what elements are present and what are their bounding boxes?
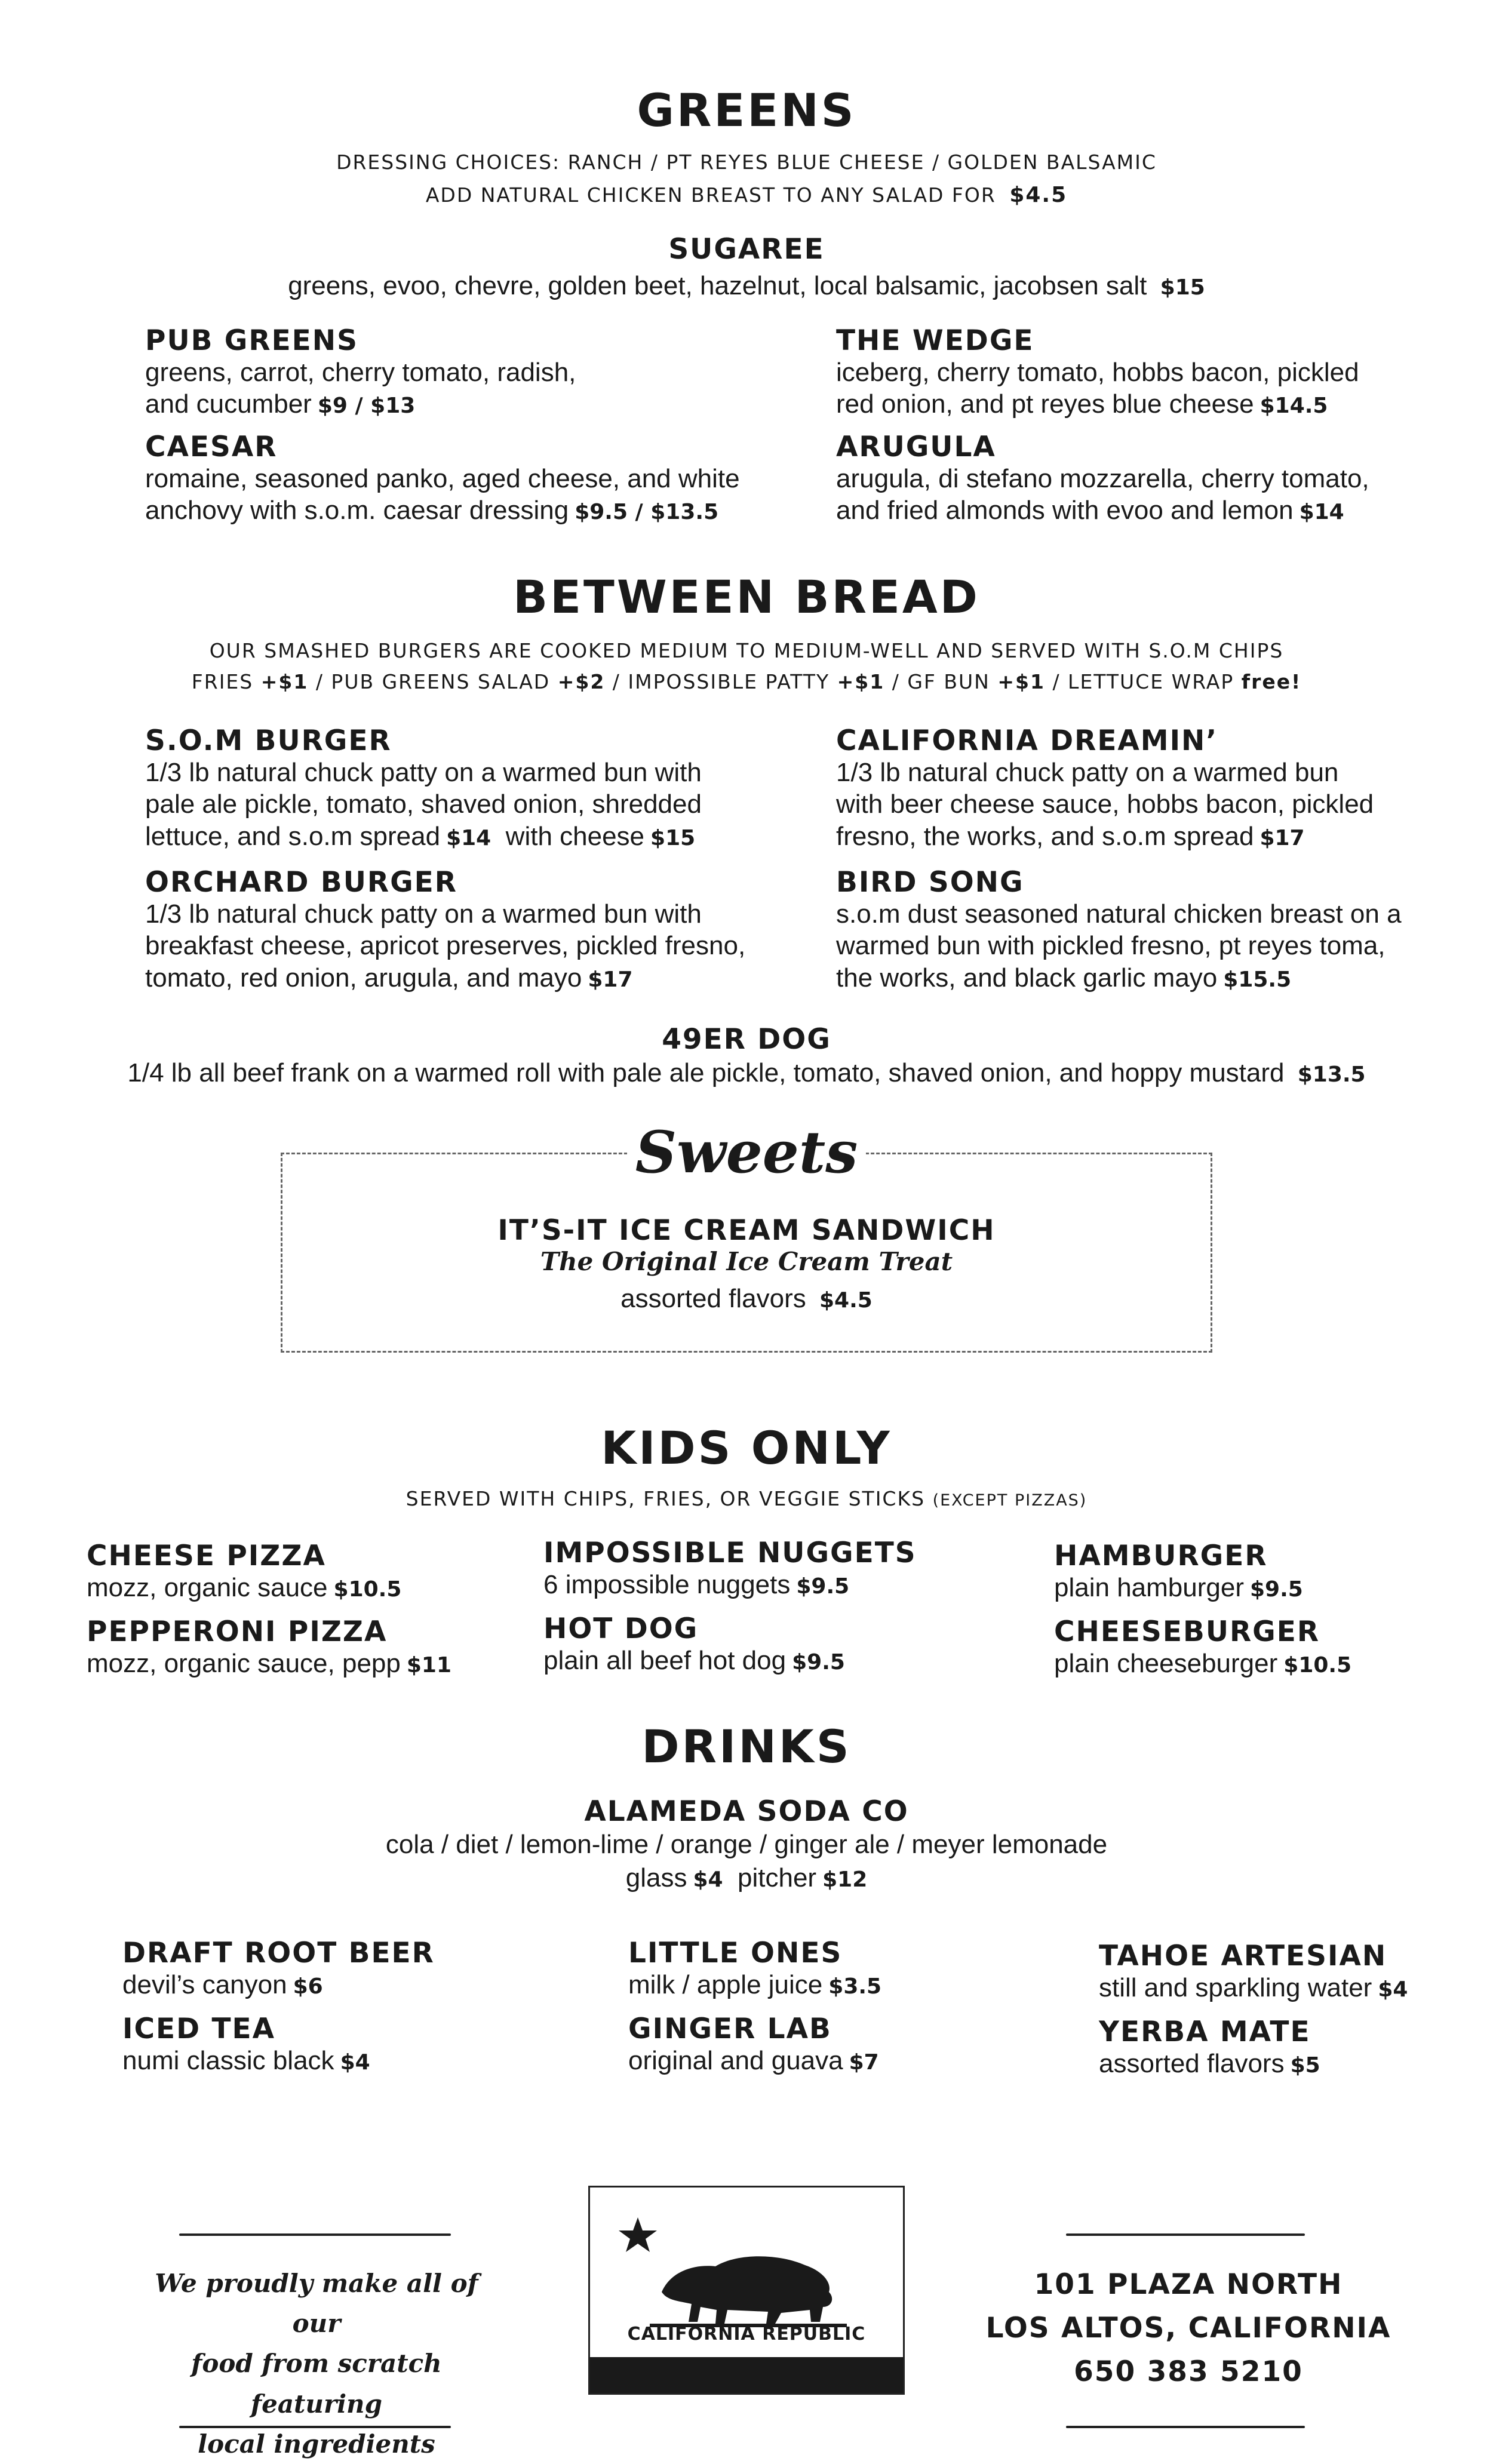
- yerba-mate-desc: [1099, 2048, 1481, 2080]
- bread-note-fries-price: +$1: [260, 670, 309, 693]
- ginger-lab-desc-text: original and guava: [628, 2045, 843, 2075]
- sweets-title: Sweets: [635, 1119, 858, 1186]
- root-beer-price: $6: [293, 1974, 323, 1999]
- wedge-desc-2-text: red onion, and pt reyes blue cheese: [836, 389, 1254, 419]
- bird-song-desc-3: [836, 962, 1481, 994]
- cheeseburger-name: CHEESEBURGER: [1054, 1615, 1320, 1648]
- bread-note-wrap-price: free!: [1241, 670, 1302, 693]
- cheeseburger-item: [1054, 1617, 1472, 1679]
- som-burger-item: [145, 726, 790, 853]
- hamburger-name: HAMBURGER: [1054, 1540, 1268, 1572]
- tahoe-desc-text: still and sparkling water: [1099, 1973, 1372, 2002]
- tahoe-price: $4: [1378, 1977, 1408, 2002]
- arugula-name: ARUGULA: [836, 431, 996, 463]
- arugula-desc-1: arugula, di stefano mozzarella, cherry tomato,: [836, 463, 1369, 493]
- address-line-2: LOS ALTOS, CALIFORNIA: [985, 2311, 1391, 2345]
- som-burger-extra: with cheese: [505, 822, 645, 852]
- pub-greens-item: [145, 325, 742, 420]
- cheeseburger-desc: [1054, 1648, 1472, 1680]
- caesar-desc-2-text: anchovy with s.o.m. caesar dressing: [145, 496, 569, 526]
- bread-note-gf-price: +$1: [997, 670, 1045, 693]
- yerba-mate-desc-text: assorted flavors: [1099, 2048, 1285, 2078]
- footer-slogan: [137, 2263, 496, 2464]
- yerba-mate-item: [1099, 2017, 1481, 2079]
- sweets-title-wrap: [627, 1117, 866, 1188]
- orchard-burger-desc-1: 1/3 lb natural chuck patty on a warmed bun with: [145, 899, 702, 929]
- pub-greens-desc-1: greens, carrot, cherry tomato, radish,: [145, 357, 576, 387]
- iced-tea-desc-text: numi classic black: [122, 2045, 334, 2075]
- footer-address: [985, 2263, 1391, 2394]
- bird-song-desc-2: warmed bun with pickled fresno, pt reyes toma,: [836, 931, 1386, 961]
- sugaree-desc: [0, 270, 1493, 302]
- iced-tea-name: ICED TEA: [122, 2013, 276, 2045]
- little-ones-price: $3.5: [828, 1974, 882, 1999]
- root-beer-desc: [122, 1969, 600, 2001]
- arugula-item: [836, 432, 1463, 527]
- little-ones-desc-text: milk / apple juice: [628, 1970, 823, 1999]
- pepperoni-pizza-item: [87, 1617, 540, 1679]
- impossible-nuggets-name: IMPOSSIBLE NUGGETS: [543, 1537, 917, 1569]
- bread-note-salad-price: +$2: [557, 670, 606, 693]
- som-burger-name: S.O.M BURGER: [145, 724, 392, 757]
- alameda-pitcher-label: pitcher: [738, 1863, 817, 1892]
- orchard-burger-price: $17: [588, 967, 633, 993]
- alameda-pitcher-price: $12: [822, 1867, 868, 1892]
- iced-tea-item: [122, 2014, 600, 2076]
- bird-song-item: [836, 867, 1481, 994]
- ginger-lab-item: [628, 2014, 1046, 2076]
- hot-dog-desc: [543, 1645, 1021, 1677]
- caesar-desc-1: romaine, seasoned panko, aged cheese, and white: [145, 463, 740, 493]
- 49er-dog-desc: [0, 1057, 1493, 1089]
- yerba-mate-price: $5: [1290, 2053, 1320, 2078]
- greens-chicken-text: ADD NATURAL CHICKEN BREAST TO ANY SALAD FOR: [425, 183, 996, 207]
- orchard-burger-desc-2: breakfast cheese, apricot preserves, pickled fresno,: [145, 931, 746, 961]
- bread-note-impossible-price: +$1: [837, 670, 885, 693]
- hamburger-desc-text: plain hamburger: [1054, 1572, 1244, 1602]
- california-dreamin-desc-3-text: fresno, the works, and s.o.m spread: [836, 822, 1254, 852]
- iced-tea-desc: [122, 2045, 600, 2077]
- tahoe-desc: [1099, 1972, 1481, 2004]
- kids-sub-small: (EXCEPT PIZZAS): [932, 1491, 1088, 1510]
- root-beer-name: DRAFT ROOT BEER: [122, 1937, 435, 1970]
- pepperoni-pizza-desc: [87, 1648, 540, 1680]
- bread-note-impossible: / IMPOSSIBLE PATTY: [612, 670, 830, 693]
- address-line-1: 101 PLAZA NORTH: [1034, 2268, 1343, 2301]
- california-dreamin-desc-1: 1/3 lb natural chuck patty on a warmed bun: [836, 757, 1339, 787]
- wedge-name: THE WEDGE: [836, 324, 1034, 357]
- caesar-price: $9.5 / $13.5: [575, 500, 719, 525]
- greens-title: GREENS: [637, 84, 856, 137]
- 49er-dog-name: 49ER DOG: [662, 1023, 831, 1056]
- tahoe-name: TAHOE ARTESIAN: [1099, 1940, 1387, 1973]
- hamburger-item: [1054, 1541, 1472, 1603]
- greens-chicken-line: [0, 183, 1493, 207]
- between-bread-title: BETWEEN BREAD: [513, 570, 980, 623]
- wedge-desc-2: [836, 388, 1433, 420]
- bread-note-wrap: / LETTUCE WRAP: [1052, 670, 1234, 693]
- itsit-desc: [0, 1283, 1493, 1315]
- itsit-price: $4.5: [819, 1288, 873, 1313]
- california-dreamin-desc-2: with beer cheese sauce, hobbs bacon, pickled: [836, 789, 1374, 819]
- alameda-desc: cola / diet / lemon-lime / orange / ginger ale / meyer lemonade: [385, 1830, 1108, 1859]
- little-ones-name: LITTLE ONES: [628, 1937, 843, 1970]
- bread-note-line-2: [0, 670, 1493, 693]
- arugula-desc-2: [836, 494, 1463, 527]
- hot-dog-item: [543, 1614, 1021, 1676]
- alameda-glass-label: glass: [625, 1863, 687, 1892]
- flag-band: [590, 2357, 903, 2393]
- sugaree-desc-text: greens, evoo, chevre, golden beet, hazelnut, local balsamic, jacobsen salt: [288, 271, 1147, 300]
- kids-title: KIDS ONLY: [601, 1421, 892, 1474]
- california-dreamin-name: CALIFORNIA DREAMIN’: [836, 724, 1218, 757]
- alameda-name: ALAMEDA SODA CO: [584, 1795, 909, 1828]
- footer-right-rule-top: [1066, 2233, 1305, 2236]
- caesar-desc-2: [145, 494, 772, 527]
- alameda-pricing: [0, 1862, 1493, 1894]
- itsit-desc-text: assorted flavors: [620, 1284, 806, 1313]
- root-beer-desc-text: devil’s canyon: [122, 1970, 287, 1999]
- flag-text: CALIFORNIA REPUBLIC: [627, 2324, 866, 2345]
- sugaree-price: $15: [1160, 275, 1205, 300]
- ginger-lab-desc: [628, 2045, 1046, 2077]
- wedge-item: [836, 325, 1433, 420]
- footer-slogan-line-2: food from scratch featuring: [191, 2349, 442, 2419]
- bread-note-fries: FRIES: [191, 670, 254, 693]
- impossible-nuggets-desc: [543, 1569, 1021, 1601]
- footer-right-rule-bottom: [1066, 2426, 1305, 2428]
- som-burger-desc-2: pale ale pickle, tomato, shaved onion, shredded: [145, 789, 702, 819]
- orchard-burger-desc-3: [145, 962, 802, 994]
- california-dreamin-desc-3: [836, 821, 1463, 853]
- som-burger-desc-3: [145, 821, 790, 853]
- som-burger-desc-1: 1/3 lb natural chuck patty on a warmed bun with: [145, 757, 702, 787]
- bird-song-name: BIRD SONG: [836, 866, 1024, 899]
- root-beer-item: [122, 1938, 600, 2001]
- kids-sub: [0, 1487, 1493, 1510]
- impossible-nuggets-price: $9.5: [796, 1574, 850, 1599]
- bird-song-desc-1: s.o.m dust seasoned natural chicken breast on a: [836, 899, 1402, 929]
- greens-dressing-line: DRESSING CHOICES: RANCH / PT REYES BLUE CHEESE / GOLDEN BALSAMIC: [336, 150, 1157, 174]
- hot-dog-price: $9.5: [792, 1649, 845, 1675]
- california-flag: [588, 2186, 905, 2395]
- footer-slogan-line-3: local ingredients: [198, 2429, 435, 2459]
- cheese-pizza-name: CHEESE PIZZA: [87, 1540, 326, 1572]
- pub-greens-desc-2-text: and cucumber: [145, 389, 312, 419]
- california-dreamin-item: [836, 726, 1463, 853]
- drinks-title: DRINKS: [641, 1720, 852, 1773]
- impossible-nuggets-desc-text: 6 impossible nuggets: [543, 1569, 791, 1599]
- caesar-item: [145, 432, 772, 527]
- itsit-tagline: The Original Ice Cream Treat: [540, 1247, 953, 1276]
- caesar-name: CAESAR: [145, 431, 278, 463]
- wedge-price: $14.5: [1259, 394, 1328, 419]
- kids-sub-text: SERVED WITH CHIPS, FRIES, OR VEGGIE STICKS: [405, 1487, 926, 1510]
- pub-greens-desc-2: [145, 388, 742, 420]
- bread-note-line-1: OUR SMASHED BURGERS ARE COOKED MEDIUM TO MEDIUM-WELL AND SERVED WITH S.O.M CHIPS: [209, 639, 1284, 662]
- som-burger-desc-3-text: lettuce, and s.o.m spread: [145, 822, 441, 852]
- hot-dog-desc-text: plain all beef hot dog: [543, 1645, 787, 1675]
- som-burger-price: $14: [446, 826, 491, 851]
- ginger-lab-name: GINGER LAB: [628, 2013, 832, 2045]
- orchard-burger-name: ORCHARD BURGER: [145, 866, 457, 899]
- footer-left-rule-bottom: [179, 2426, 451, 2428]
- cheeseburger-desc-text: plain cheeseburger: [1054, 1648, 1278, 1678]
- cheese-pizza-item: [87, 1541, 540, 1603]
- orchard-burger-item: [145, 867, 802, 994]
- footer-left-rule-top: [179, 2233, 451, 2236]
- greens-chicken-price: $4.5: [1009, 183, 1068, 207]
- hot-dog-name: HOT DOG: [543, 1612, 699, 1645]
- yerba-mate-name: YERBA MATE: [1099, 2016, 1311, 2048]
- arugula-desc-2-text: and fried almonds with evoo and lemon: [836, 496, 1294, 526]
- pub-greens-price: $9 / $13: [317, 394, 416, 419]
- itsit-name: IT’S-IT ICE CREAM SANDWICH: [497, 1214, 996, 1247]
- pepperoni-pizza-price: $11: [406, 1652, 452, 1678]
- sugaree-name: SUGAREE: [668, 233, 825, 266]
- som-burger-extra-price: $15: [650, 826, 696, 851]
- little-ones-item: [628, 1938, 1046, 2001]
- 49er-dog-price: $13.5: [1297, 1062, 1366, 1087]
- ginger-lab-price: $7: [849, 2050, 879, 2075]
- cheese-pizza-desc: [87, 1572, 540, 1604]
- bread-note-salad: / PUB GREENS SALAD: [315, 670, 551, 693]
- bird-song-desc-3-text: the works, and black garlic mayo: [836, 963, 1218, 993]
- 49er-dog-desc-text: 1/4 lb all beef frank on a warmed roll with pale ale pickle, tomato, shaved onion, and hoppy mustard: [127, 1058, 1285, 1087]
- california-dreamin-price: $17: [1259, 826, 1305, 851]
- cheese-pizza-desc-text: mozz, organic sauce: [87, 1572, 328, 1602]
- bear-icon: [662, 2256, 832, 2324]
- star-icon: [619, 2217, 657, 2252]
- orchard-burger-desc-3-text: tomato, red onion, arugula, and mayo: [145, 963, 582, 993]
- footer-slogan-line-1: We proudly make all of our: [155, 2269, 478, 2339]
- hamburger-desc: [1054, 1572, 1472, 1604]
- cheeseburger-price: $10.5: [1283, 1652, 1352, 1678]
- bread-note-gf: / GF BUN: [892, 670, 990, 693]
- impossible-nuggets-item: [543, 1538, 1021, 1600]
- arugula-price: $14: [1299, 500, 1344, 525]
- wedge-desc-1: iceberg, cherry tomato, hobbs bacon, pickled: [836, 357, 1359, 387]
- pub-greens-name: PUB GREENS: [145, 324, 358, 357]
- phone-number: 650 383 5210: [1074, 2355, 1303, 2388]
- little-ones-desc: [628, 1969, 1046, 2001]
- tahoe-item: [1099, 1941, 1481, 2004]
- iced-tea-price: $4: [340, 2050, 370, 2075]
- pepperoni-pizza-name: PEPPERONI PIZZA: [87, 1615, 388, 1648]
- pepperoni-pizza-desc-text: mozz, organic sauce, pepp: [87, 1648, 401, 1678]
- hamburger-price: $9.5: [1249, 1577, 1303, 1602]
- bird-song-price: $15.5: [1223, 967, 1292, 993]
- alameda-glass-price: $4: [693, 1867, 723, 1892]
- cheese-pizza-price: $10.5: [333, 1577, 402, 1602]
